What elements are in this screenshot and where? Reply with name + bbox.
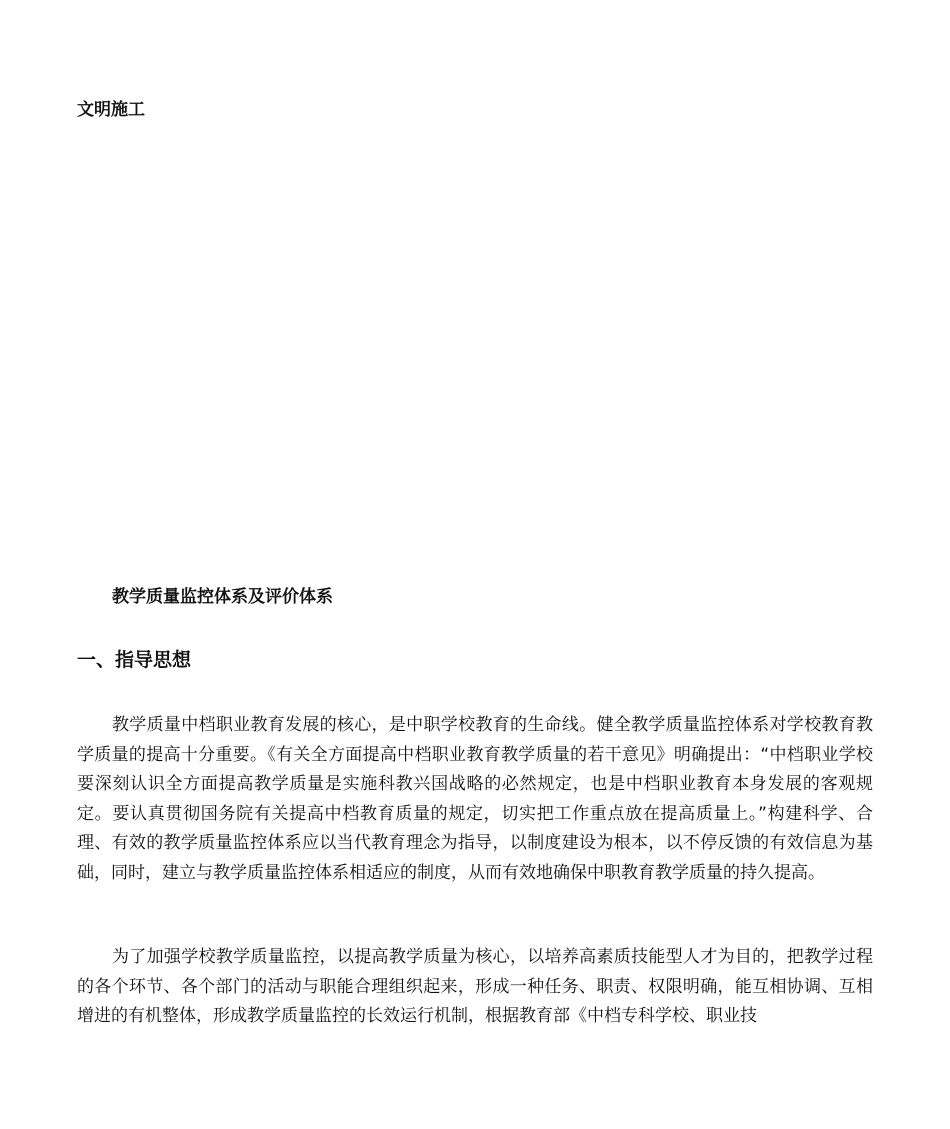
section-heading: 一、指导思想 <box>77 649 192 671</box>
top-heading: 文明施工 <box>77 100 145 120</box>
document-title: 教学质量监控体系及评价体系 <box>112 587 333 607</box>
paragraph: 教学质量中档职业教育发展的核心，是中职学校教育的生命线。健全教学质量监控体系对学校教育教学质量的提高十分重要。《有关全方面提高中档职业教育教学质量的若干意见》明确提出：“中档职业学校要深刻认识全方面提高教学质量是实施科教兴国战略的必然规定，也是中档职业教育本身发展的客观规定。要认真贯彻国务院有关提高中档教育质量的规定，切实把工作重点放在提高质量上。”构建科学、合理、有效的教学质量监控体系应以当代教育理念为指导，以制度建设为根本，以不停反馈的有效信息为基础，同时，建立与教学质量监控体系相适应的制度，从而有效地确保中职教育教学质量的持久提高。 <box>77 715 873 883</box>
paragraph: 为了加强学校教学质量监控，以提高教学质量为核心，以培养高素质技能型人才为目的，把教学过程的各个环节、各个部门的活动与职能合理组织起来，形成一种任务、职责、权限明确，能互相协调、互相增进的有机整体，形成教学质量监控的长效运行机制，根据教育部《中档专科学校、职业技 <box>77 947 873 1026</box>
